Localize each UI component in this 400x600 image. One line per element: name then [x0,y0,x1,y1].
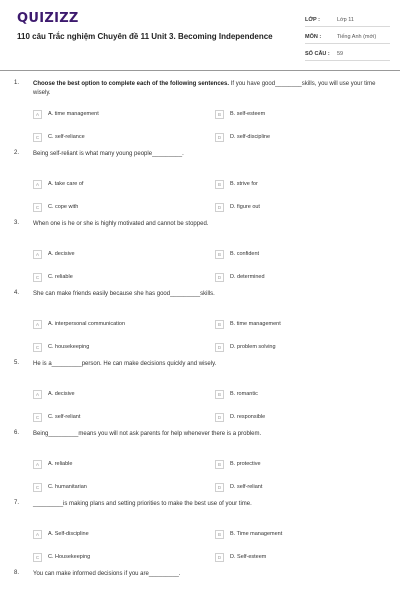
document-header [0,0,400,68]
meta-value: 59 [337,50,344,57]
meta-value: Tiếng Anh (mới) [337,33,377,40]
question-item [0,568,400,600]
option-letter-box: A [33,390,42,399]
meta-label: SỐ CÂU : [305,50,330,57]
question-text [33,570,390,579]
question-number: 7. [14,500,20,506]
answer-option[interactable] [33,178,83,190]
header-divider [0,70,400,71]
option-text: A. reliable [48,461,73,467]
question-instruction: Choose the best option to complete each of the following sentences. [33,81,230,87]
question-number: 8. [14,570,20,576]
option-text: D. self-discipline [230,134,271,140]
answer-option[interactable] [215,341,276,353]
question-item [0,358,400,428]
option-text: B. Time management [230,531,283,537]
option-letter-box: B [215,460,224,469]
option-letter-box: D [215,413,224,422]
option-text: D. problem solving [230,344,276,350]
option-letter-box: A [33,320,42,329]
answer-option[interactable] [33,411,80,423]
question-number: 5. [14,360,20,366]
question-item [0,148,400,218]
question-stem: If you have good________skills, you will use your time wisely. [33,81,376,96]
answer-option[interactable] [215,201,260,213]
option-text: C. self-reliance [48,134,85,140]
question-stem: You can make informed decisions if you are_________. [33,571,181,577]
question-stem: _________is making plans and setting priorities to make the best use of your time. [33,501,252,507]
option-text: D. Self-esteem [230,554,267,560]
answer-option[interactable] [33,341,89,353]
answer-option[interactable] [215,108,265,120]
option-text: C. cope with [48,204,79,210]
answer-option[interactable] [215,178,258,190]
option-letter-box: C [33,413,42,422]
question-number: 6. [14,430,20,436]
answer-option[interactable] [33,481,87,493]
question-text [33,150,390,159]
question-stem: Being_________means you will not ask parents for help whenever there is a problem. [33,431,262,437]
answer-option[interactable] [33,271,73,283]
answer-option[interactable] [33,318,125,330]
option-text: C. reliable [48,274,73,280]
option-letter-box: A [33,460,42,469]
answer-option[interactable] [215,481,262,493]
answer-option[interactable] [33,201,78,213]
answer-option[interactable] [33,528,89,540]
option-letter-box: C [33,483,42,492]
option-text: A. decisive [48,251,75,257]
answer-option[interactable] [215,551,266,563]
option-text: D. figure out [230,204,260,210]
question-stem: She can make friends easily because she has good_________skills. [33,291,215,297]
option-letter-box: B [215,530,224,539]
option-letter-box: D [215,343,224,352]
answer-option[interactable] [215,271,265,283]
question-number: 1. [14,80,20,86]
question-number: 3. [14,220,20,226]
answer-option[interactable] [33,108,99,120]
option-letter-box: A [33,250,42,259]
meta-value: Lớp 11 [337,16,354,23]
option-letter-box: B [215,110,224,119]
option-text: A. decisive [48,391,75,397]
option-text: B. self-esteem [230,111,266,117]
question-text [33,430,390,439]
answer-option[interactable] [215,458,261,470]
question-item [0,428,400,498]
question-stem: When one is he or she is highly motivated and cannot be stopped. [33,221,209,227]
meta-label: MÔN : [305,33,322,40]
option-text: D. determined [230,274,265,280]
question-item [0,288,400,358]
option-text: C. self-reliant [48,414,81,420]
answer-option[interactable] [215,528,282,540]
option-letter-box: C [33,553,42,562]
option-text: C. Housekeeping [48,554,91,560]
question-text [33,80,390,98]
option-letter-box: A [33,110,42,119]
option-letter-box: C [33,133,42,142]
question-item [0,498,400,568]
option-text: A. Self-discipline [48,531,89,537]
meta-row-count [305,47,390,61]
option-text: D. self-reliant [230,484,263,490]
option-text: C. housekeeping [48,344,90,350]
option-letter-box: B [215,320,224,329]
answer-option[interactable] [33,388,75,400]
question-stem: Being self-reliant is what many young people_________. [33,151,184,157]
answer-option[interactable] [33,248,75,260]
option-letter-box: B [215,390,224,399]
answer-option[interactable] [33,551,90,563]
option-text: A. time management [48,111,99,117]
meta-label: LỚP : [305,16,320,23]
option-text: B. confident [230,251,260,257]
meta-row-subject [305,30,390,44]
option-letter-box: D [215,133,224,142]
question-item [0,78,400,148]
question-text [33,220,390,229]
option-letter-box: D [215,483,224,492]
option-text: D. responsible [230,414,266,420]
option-letter-box: D [215,273,224,282]
question-number: 4. [14,290,20,296]
meta-row-class [305,13,390,27]
option-text: A. take care of [48,181,84,187]
question-text [33,360,390,369]
document-title: 110 câu Trắc nghiệm Chuyên đề 11 Unit 3. Becoming Independence [17,32,273,41]
option-text: C. humanitarian [48,484,87,490]
answer-option[interactable] [215,388,258,400]
option-letter-box: B [215,180,224,189]
answer-option[interactable] [215,318,281,330]
answer-option[interactable] [33,458,72,470]
option-letter-box: A [33,530,42,539]
quizizz-logo: QUIZIZZ [17,11,79,26]
option-text: B. protective [230,461,261,467]
answer-option[interactable] [33,131,85,143]
option-text: B. romantic [230,391,258,397]
option-letter-box: D [215,553,224,562]
option-letter-box: C [33,203,42,212]
answer-option[interactable] [215,248,259,260]
option-letter-box: C [33,273,42,282]
question-stem: He is a_________person. He can make decisions quickly and wisely. [33,361,217,367]
option-text: B. time management [230,321,281,327]
question-text [33,500,390,509]
option-letter-box: A [33,180,42,189]
question-text [33,290,390,299]
answer-option[interactable] [215,131,270,143]
option-letter-box: C [33,343,42,352]
option-letter-box: B [215,250,224,259]
question-item [0,218,400,288]
option-text: A. interpersonal communication [48,321,126,327]
answer-option[interactable] [215,411,265,423]
question-list [0,78,400,600]
question-number: 2. [14,150,20,156]
meta-table [305,13,390,64]
option-letter-box: D [215,203,224,212]
option-text: B. strive for [230,181,258,187]
